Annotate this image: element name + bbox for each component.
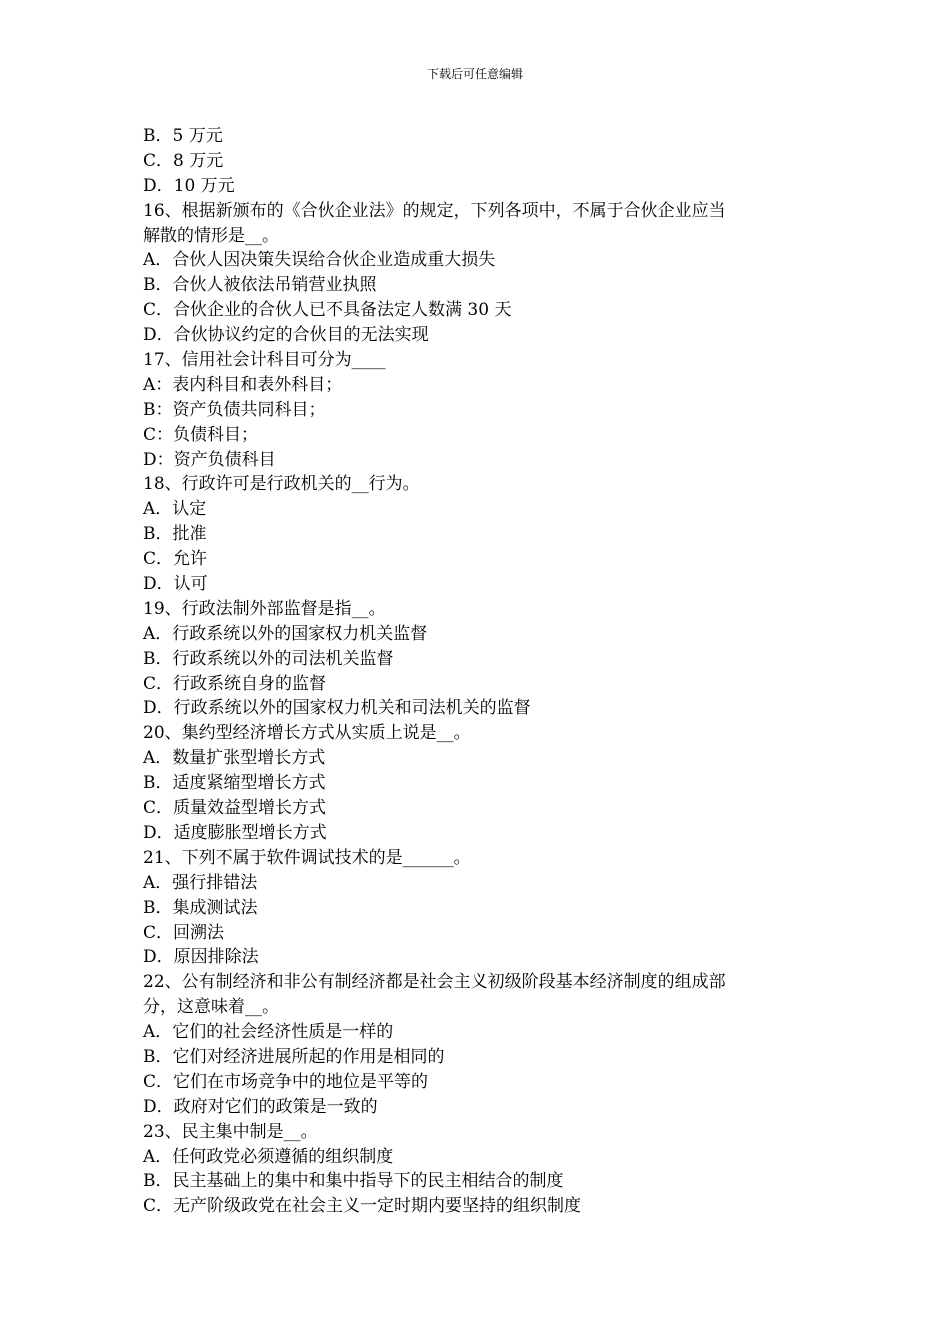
- option-line: A．合伙人因决策失误给合伙企业造成重大损失: [143, 250, 496, 271]
- question-line: 18、行政许可是行政机关的__行为。: [143, 474, 420, 495]
- option-line: C．质量效益型增长方式: [143, 798, 327, 819]
- option-line: C．合伙企业的合伙人已不具备法定人数满 30 天: [143, 300, 512, 321]
- option-line: B．它们对经济进展所起的作用是相同的: [143, 1046, 445, 1067]
- option-line: A：表内科目和表外科目；: [143, 374, 343, 395]
- option-line: C：负债科目；: [143, 424, 259, 445]
- option-line: D．行政系统以外的国家权力机关和司法机关的监督: [143, 698, 531, 719]
- question-line: 22、公有制经济和非公有制经济都是社会主义初级阶段基本经济制度的组成部: [143, 972, 726, 993]
- option-line: A．任何政党必须遵循的组织制度: [143, 1146, 394, 1167]
- option-line: C．8 万元: [143, 150, 224, 171]
- option-line: A．行政系统以外的国家权力机关监督: [143, 623, 428, 644]
- option-line: C．无产阶级政党在社会主义一定时期内要坚持的组织制度: [143, 1196, 582, 1217]
- question-line: 分，这意味着__。: [143, 997, 279, 1018]
- page-header: 下载后可任意编辑: [426, 67, 523, 81]
- option-line: B．批准: [143, 524, 207, 545]
- option-line: C．它们在市场竞争中的地位是平等的: [143, 1071, 429, 1092]
- option-line: D．原因排除法: [143, 947, 259, 968]
- option-line: C．回溯法: [143, 922, 225, 943]
- option-line: A．强行排错法: [143, 872, 258, 893]
- option-line: A．认定: [143, 499, 207, 520]
- option-line: B．民主基础上的集中和集中指导下的民主相结合的制度: [143, 1171, 564, 1192]
- option-line: D．10 万元: [143, 175, 235, 196]
- option-line: B．行政系统以外的司法机关监督: [143, 648, 394, 669]
- option-line: D：资产负债科目: [143, 449, 276, 470]
- question-line: 21、下列不属于软件调试技术的是______。: [143, 847, 471, 868]
- option-line: D．合伙协议约定的合伙目的无法实现: [143, 325, 429, 346]
- option-line: B．适度紧缩型增长方式: [143, 773, 326, 794]
- option-line: B．集成测试法: [143, 897, 258, 918]
- question-line: 19、行政法制外部监督是指__。: [143, 598, 386, 619]
- option-line: D．政府对它们的政策是一致的: [143, 1096, 378, 1117]
- option-line: D．适度膨胀型增长方式: [143, 822, 327, 843]
- option-line: C．行政系统自身的监督: [143, 673, 327, 694]
- document-body: [143, 124, 808, 1219]
- option-line: A．它们的社会经济性质是一样的: [143, 1022, 394, 1043]
- question-line: 23、民主集中制是__。: [143, 1121, 318, 1142]
- option-line: C．允许: [143, 549, 208, 570]
- question-line: 解散的情形是__。: [143, 225, 279, 246]
- option-line: D．认可: [143, 574, 208, 595]
- question-line: 16、根据新颁布的《合伙企业法》的规定，下列各项中，不属于合伙企业应当: [143, 200, 726, 221]
- option-line: A．数量扩张型增长方式: [143, 748, 326, 769]
- option-line: B．合伙人被依法吊销营业执照: [143, 275, 377, 296]
- question-line: 20、集约型经济增长方式从实质上说是__。: [143, 723, 471, 744]
- question-line: 17、信用社会计科目可分为____: [143, 350, 386, 371]
- option-line: B．5 万元: [143, 126, 223, 146]
- option-line: B：资产负债共同科目；: [143, 399, 326, 420]
